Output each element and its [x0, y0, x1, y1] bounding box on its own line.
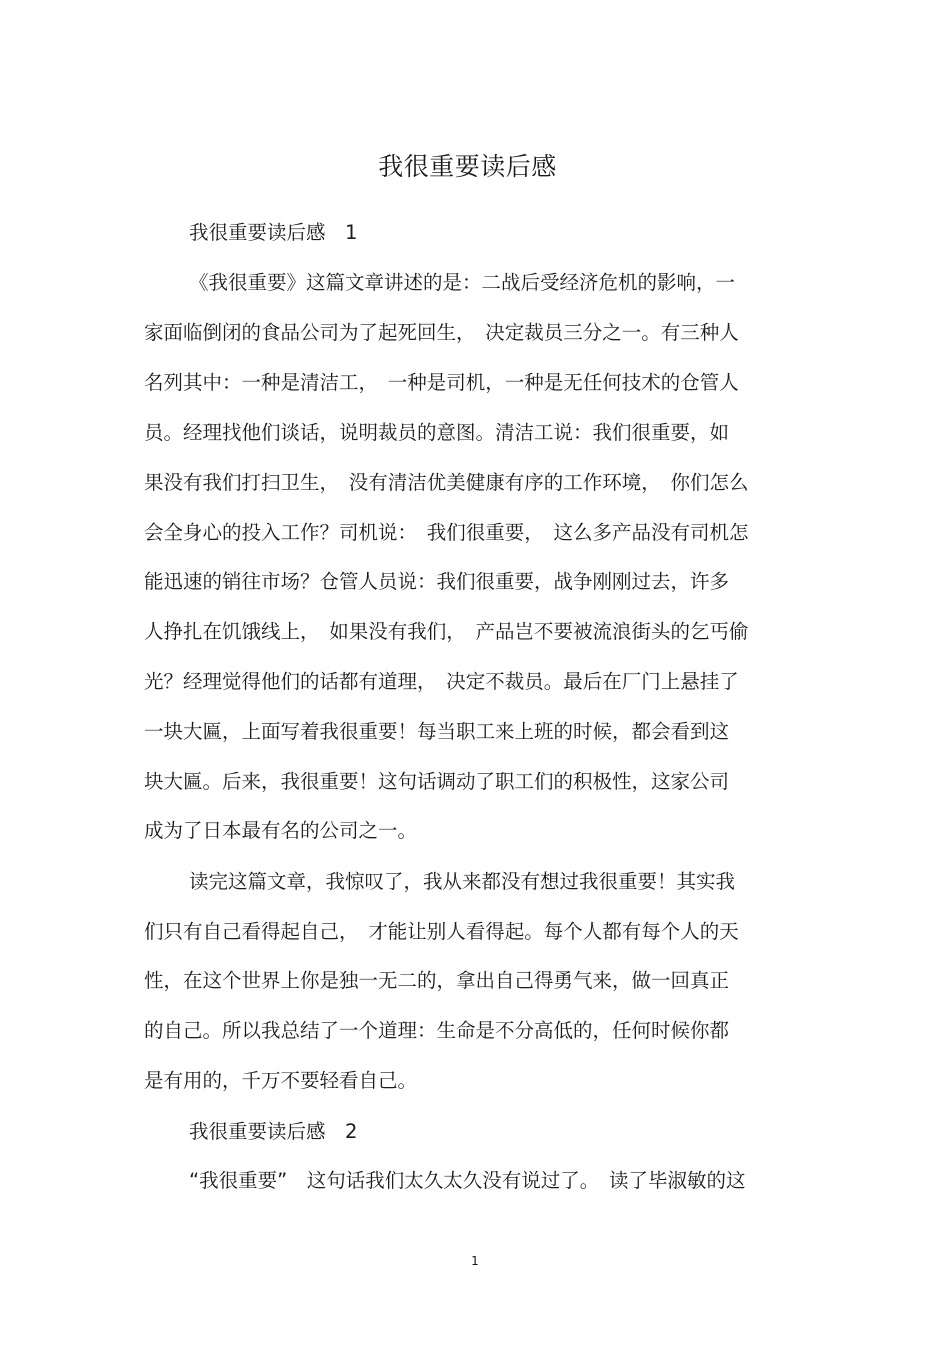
text-line: 块大匾。后来，我很重要！这句话调动了职工们的积极性，这家公司	[144, 770, 730, 793]
text-line: 人挣扎在饥饿线上， 如果没有我们， 产品岂不要被流浪街头的乞丐偷	[144, 620, 749, 643]
text-line: 会全身心的投入工作？司机说： 我们很重要， 这么多产品没有司机怎	[144, 521, 749, 544]
text-line: 成为了日本最有名的公司之一。	[144, 819, 418, 842]
section-heading-1: 我很重要读后感 1	[189, 221, 358, 244]
section-heading-2: 我很重要读后感 2	[189, 1120, 358, 1143]
document-title: 我很重要读后感	[378, 152, 557, 181]
text-line: “我很重要” 这句话我们太久太久没有说过了。 读了毕淑敏的这	[189, 1169, 746, 1192]
text-line: 读完这篇文章，我惊叹了，我从来都没有想过我很重要！其实我	[189, 870, 736, 893]
text-line: 一块大匾，上面写着我很重要！每当职工来上班的时候，都会看到这	[144, 720, 730, 743]
text-line: 们只有自己看得起自己， 才能让别人看得起。每个人都有每个人的天	[144, 920, 739, 943]
text-line: 光？经理觉得他们的话都有道理， 决定不裁员。最后在厂门上悬挂了	[144, 670, 739, 693]
text-line: 性，在这个世界上你是独一无二的，拿出自己得勇气来，做一回真正	[144, 969, 730, 992]
text-line: 能迅速的销往市场？仓管人员说：我们很重要，战争刚刚过去，许多	[144, 570, 730, 593]
text-line: 名列其中：一种是清洁工， 一种是司机，一种是无任何技术的仓管人	[144, 371, 739, 394]
page-number: 1	[471, 1254, 479, 1268]
text-line: 员。经理找他们谈话，说明裁员的意图。清洁工说：我们很重要，如	[144, 421, 730, 444]
text-line: 家面临倒闭的食品公司为了起死回生， 决定裁员三分之一。有三种人	[144, 321, 739, 344]
text-line: 是有用的，千万不要轻看自己。	[144, 1069, 418, 1092]
text-line: 《我很重要》这篇文章讲述的是：二战后受经济危机的影响，一	[189, 271, 736, 294]
text-line: 的自己。所以我总结了一个道理：生命是不分高低的，任何时候你都	[144, 1019, 730, 1042]
text-line: 果没有我们打扫卫生， 没有清洁优美健康有序的工作环境， 你们怎么	[144, 471, 749, 494]
